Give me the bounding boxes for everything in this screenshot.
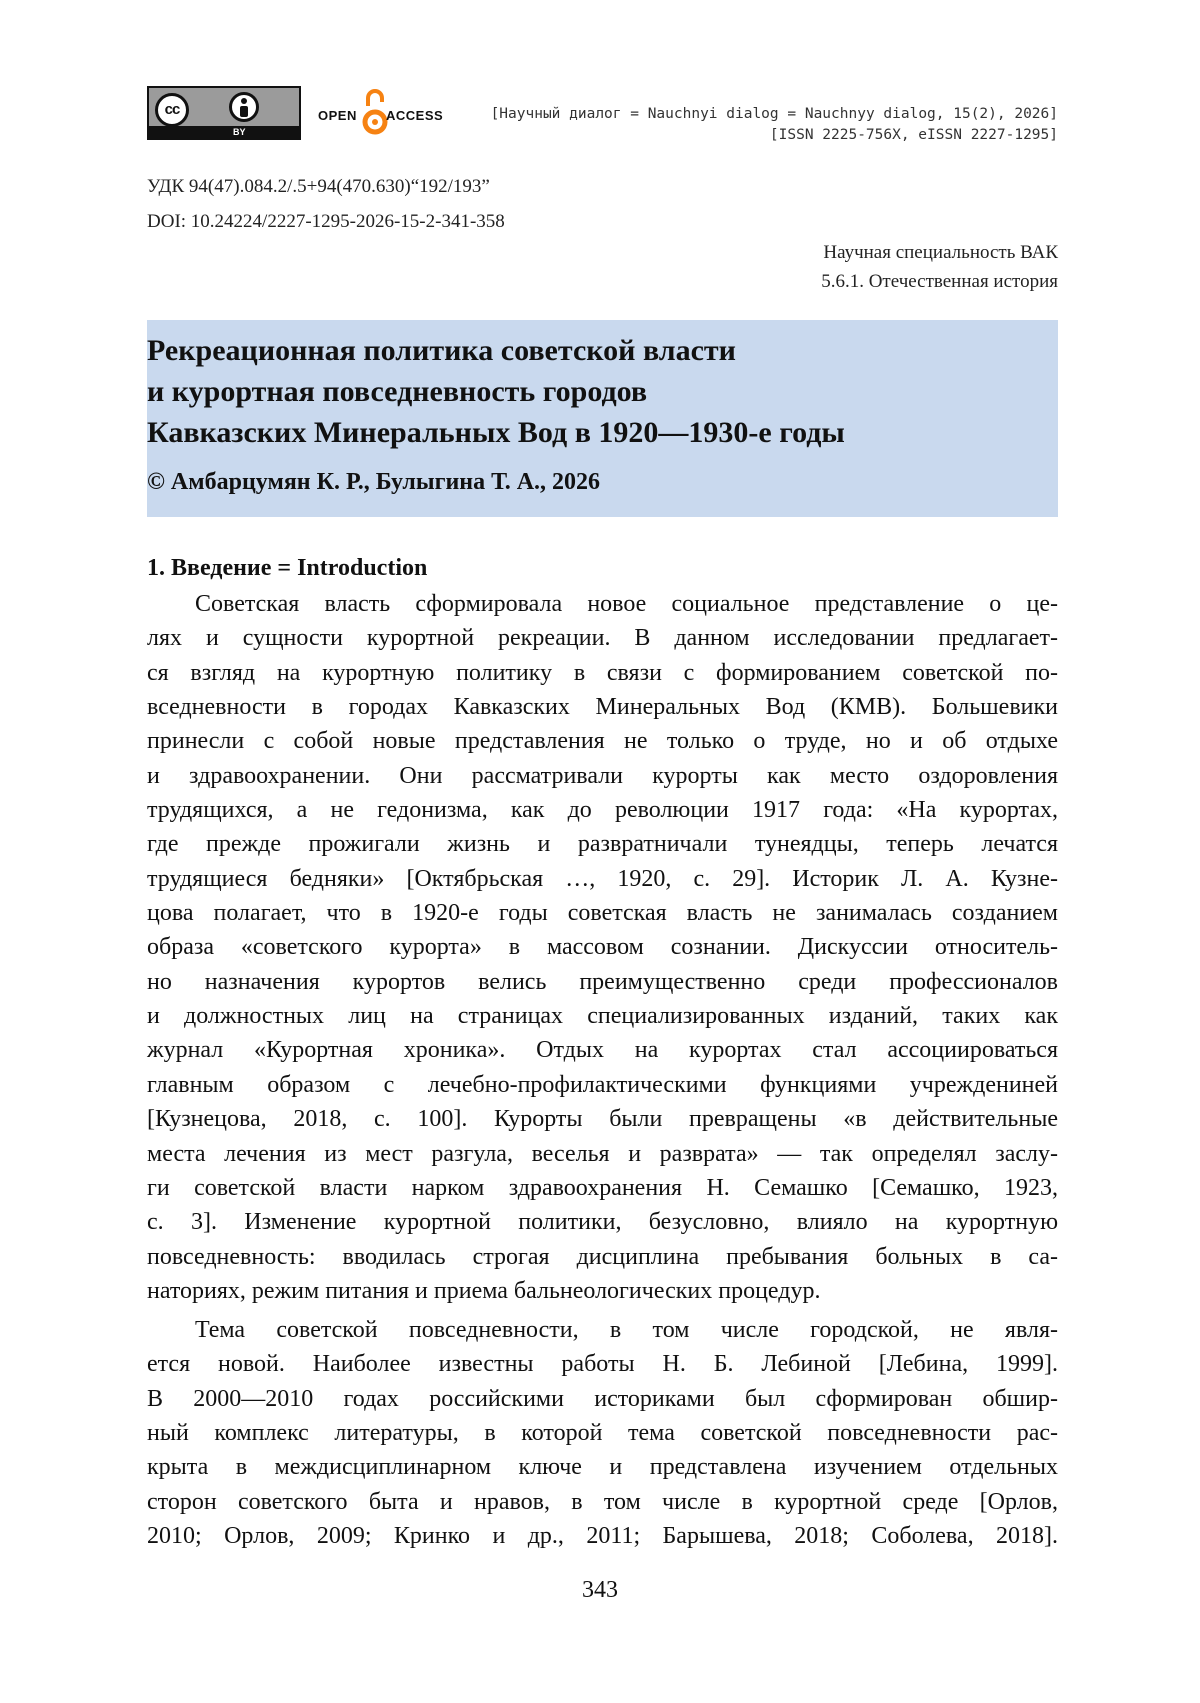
scientific-specialty xyxy=(821,238,1058,296)
text-line: ется новой. Наиболее известны работы Н. Б. Лебиной [Лебина, 1999]. xyxy=(147,1351,1058,1378)
open-access-word-access: ACCESS xyxy=(386,108,444,123)
article-title-block xyxy=(147,320,1058,517)
page-number: 343 xyxy=(582,1577,618,1603)
text-line: Тема советской повседневности, в том числе городской, не явля- xyxy=(195,1317,1058,1343)
journal-reference xyxy=(491,104,1058,146)
open-access-logo xyxy=(318,86,458,140)
text-line: принесли с собой новые представления не только о труде, но и об отдыхе xyxy=(147,728,1058,755)
text-line: журнал «Курортная хроника». Отдых на курортах стал ассоциироваться xyxy=(147,1037,1058,1064)
license-by-label: BY xyxy=(233,127,246,137)
section-heading: 1. Введение = Introduction xyxy=(147,555,428,581)
attribution-person-icon xyxy=(229,92,259,122)
text-line: крыта в междисциплинарном ключе и представлена изучением отдельных xyxy=(147,1454,1058,1481)
text-line: сторон советского быта и нравов, в том числе в курортной среде [Орлов, xyxy=(147,1488,1058,1515)
journal-citation: [Научный диалог = Nauchnyi dialog = Nauchnyy dialog, 15(2), 2026] xyxy=(490,106,1058,122)
article-title-line: Рекреационная политика советской власти xyxy=(147,334,736,367)
text-line: лях и сущности курортной рекреации. В данном исследовании предлагает- xyxy=(147,625,1058,652)
text-line: трудящиеся бедняки» [Октябрьская …, 1920, с. 29]. Историк Л. А. Кузне- xyxy=(147,865,1058,892)
open-access-lock-icon xyxy=(362,86,388,140)
text-line: 2010; Орлов, 2009; Кринко и др., 2011; Барышева, 2018; Соболева, 2018]. xyxy=(147,1523,1058,1550)
text-line: места лечения из мест разгула, веселья и разврата» — так определял заслу- xyxy=(147,1140,1058,1167)
text-line: и здравоохранении. Они рассматривали курорты как место оздоровления xyxy=(147,762,1058,789)
article-authors: © Амбарцумян К. Р., Булыгина Т. А., 2026 xyxy=(147,469,601,495)
text-line: наториях, режим питания и приема бальнеологических процедур. xyxy=(147,1277,821,1304)
udk-code: УДК 94(47).084.2/.5+94(470.630)“192/193” xyxy=(147,176,490,197)
text-line: ся взгляд на курортную политику в связи с формированием советской по- xyxy=(147,659,1058,686)
journal-issn: [ISSN 2225-756X, eISSN 2227-1295] xyxy=(769,127,1058,143)
text-line: повседневность: вводилась строгая дисциплина пребывания больных в са- xyxy=(147,1243,1058,1270)
text-line: главным образом с лечебно-профилактическими функциями учреждениней xyxy=(147,1071,1058,1098)
specialty-value: 5.6.1. Отечественная история xyxy=(821,271,1058,292)
specialty-label: Научная специальность ВАК xyxy=(823,242,1058,263)
text-line: вседневности в городах Кавказских Минеральных Вод (КМВ). Большевики xyxy=(147,694,1058,721)
paragraph-introduction-1 xyxy=(147,587,1058,1308)
text-line: и должностных лиц на страницах специализированных изданий, таких как xyxy=(147,1003,1058,1030)
article-title-line: и курортная повседневность городов xyxy=(147,375,648,408)
text-line: образа «советского курорта» в массовом сознании. Дискуссии относитель- xyxy=(147,934,1058,961)
text-line: В 2000—2010 годах российскими историками был сформирован обшир- xyxy=(147,1385,1058,1412)
text-line: [Кузнецова, 2018, с. 100]. Курорты были превращены «в действительные xyxy=(147,1106,1058,1133)
text-line: с. 3]. Изменение курортной политики, безусловно, влияло на курортную xyxy=(147,1209,1058,1236)
open-access-word-open: OPEN xyxy=(318,108,357,123)
text-line: ги советской власти нарком здравоохранения Н. Семашко [Семашко, 1923, xyxy=(147,1174,1058,1201)
text-line: но назначения курортов велись преимущественно среди профессионалов xyxy=(147,968,1058,995)
text-line: цова полагает, что в 1920-е годы советская власть не занималась созданием xyxy=(147,900,1058,927)
doi-link[interactable]: DOI: 10.24224/2227-1295-2026-15-2-341-358 xyxy=(147,211,505,232)
cc-icon: cc xyxy=(155,93,189,127)
article-title-line: Кавказских Минеральных Вод в 1920—1930-е годы xyxy=(147,416,845,449)
text-line: где прежде прожигали жизнь и развратничали тунеядцы, теперь лечатся xyxy=(147,831,1058,858)
text-line: Советская власть сформировала новое социальное представление о це- xyxy=(195,591,1058,617)
text-line: трудящихся, а не гедонизма, как до революции 1917 года: «На курортах, xyxy=(147,797,1058,824)
text-line: ный комплекс литературы, в которой тема советской повседневности рас- xyxy=(147,1420,1058,1447)
cc-by-license-badge[interactable] xyxy=(147,86,301,140)
paragraph-introduction-2 xyxy=(147,1313,1058,1553)
